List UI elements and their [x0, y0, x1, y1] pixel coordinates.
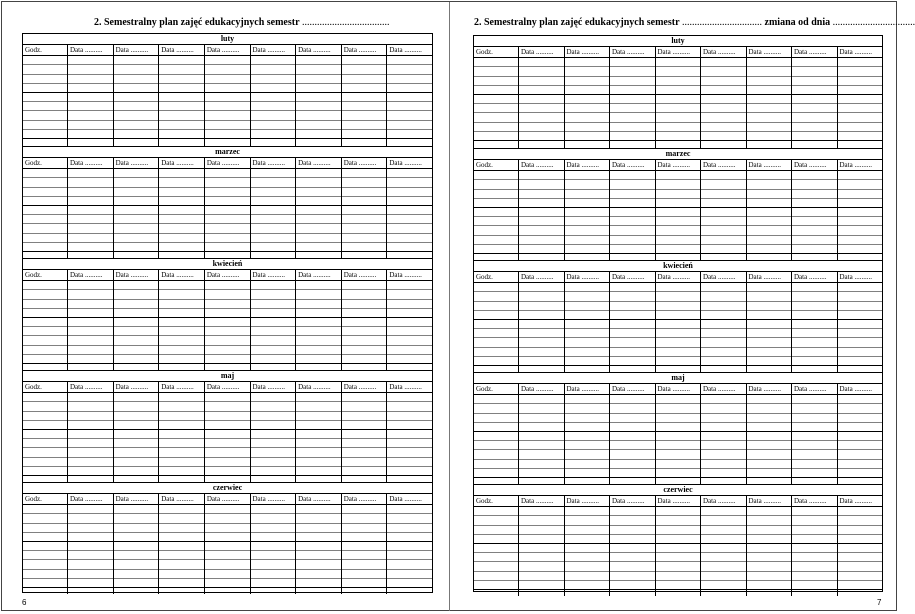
- schedule-rows: [474, 507, 882, 596]
- data-header[interactable]: Data ..........: [609, 496, 655, 506]
- data-cell[interactable]: [837, 283, 883, 372]
- data-cell[interactable]: [113, 393, 159, 482]
- data-header[interactable]: Data ..........: [791, 272, 837, 282]
- schedule-rows: [474, 58, 882, 148]
- data-header[interactable]: Data ..........: [564, 496, 610, 506]
- data-cell[interactable]: [564, 171, 610, 260]
- data-cell[interactable]: [386, 169, 432, 258]
- data-cell[interactable]: [295, 56, 341, 146]
- right-page: [450, 0, 915, 614]
- data-cell[interactable]: [341, 393, 387, 482]
- data-cell[interactable]: [67, 393, 113, 482]
- data-cell[interactable]: [67, 505, 113, 594]
- data-cell[interactable]: [204, 281, 250, 370]
- godz-header: Godz.: [476, 161, 493, 169]
- header-row: [23, 158, 432, 169]
- data-header[interactable]: Data ..........: [113, 158, 159, 168]
- data-header[interactable]: Data ..........: [655, 47, 701, 57]
- month-section: [23, 34, 432, 146]
- data-header[interactable]: Data ..........: [386, 45, 432, 55]
- godz-header: Godz.: [476, 497, 493, 505]
- data-cell[interactable]: [837, 507, 883, 596]
- data-header[interactable]: Data ..........: [295, 45, 341, 55]
- data-cell[interactable]: [655, 171, 701, 260]
- data-header[interactable]: Data ..........: [564, 47, 610, 57]
- header-row: [23, 270, 432, 281]
- data-cell[interactable]: [518, 58, 564, 148]
- data-header[interactable]: Data ..........: [341, 45, 387, 55]
- month-section: [474, 148, 882, 260]
- month-title: czerwiec: [23, 483, 432, 494]
- title-text: 2. Semestralny plan zajęć edukacyjnych semestr: [474, 17, 680, 28]
- data-header[interactable]: Data ..........: [837, 160, 883, 170]
- data-header[interactable]: Data ..........: [746, 384, 792, 394]
- godz-header: Godz.: [476, 385, 493, 393]
- data-cell[interactable]: [837, 395, 883, 484]
- data-cell[interactable]: [746, 507, 792, 596]
- data-header[interactable]: Data ..........: [518, 384, 564, 394]
- data-cell[interactable]: [204, 505, 250, 594]
- data-header[interactable]: Data ..........: [158, 270, 204, 280]
- page-number: 6: [22, 598, 27, 607]
- godz-cell[interactable]: [474, 283, 518, 372]
- data-cell[interactable]: [113, 505, 159, 594]
- data-header[interactable]: Data ..........: [67, 382, 113, 392]
- data-header[interactable]: Data ..........: [518, 272, 564, 282]
- data-cell[interactable]: [609, 283, 655, 372]
- godz-header: Godz.: [476, 48, 493, 56]
- data-header[interactable]: Data ..........: [250, 382, 296, 392]
- title-suffix-dots: .................................: [830, 17, 915, 28]
- data-header[interactable]: Data ..........: [746, 496, 792, 506]
- data-header[interactable]: Data ..........: [700, 496, 746, 506]
- data-cell[interactable]: [700, 507, 746, 596]
- data-cell[interactable]: [67, 56, 113, 146]
- data-cell[interactable]: [655, 58, 701, 148]
- godz-cell[interactable]: [23, 393, 67, 482]
- data-header[interactable]: Data ..........: [700, 160, 746, 170]
- godz-cell[interactable]: [474, 395, 518, 484]
- godz-cell[interactable]: [23, 505, 67, 594]
- data-cell[interactable]: [746, 283, 792, 372]
- data-header[interactable]: Data ..........: [250, 494, 296, 504]
- data-header[interactable]: Data ..........: [158, 158, 204, 168]
- data-cell[interactable]: [700, 283, 746, 372]
- data-cell[interactable]: [386, 505, 432, 594]
- data-cell[interactable]: [700, 58, 746, 148]
- data-header[interactable]: Data ..........: [655, 496, 701, 506]
- data-header[interactable]: Data ..........: [158, 382, 204, 392]
- godz-cell[interactable]: [23, 56, 67, 146]
- header-row: [474, 272, 882, 283]
- title-suffix: zmiana od dnia: [762, 17, 831, 28]
- data-header[interactable]: Data ..........: [791, 160, 837, 170]
- data-header[interactable]: Data ..........: [341, 382, 387, 392]
- schedule-rows: [474, 283, 882, 372]
- data-header[interactable]: Data ..........: [700, 384, 746, 394]
- data-cell[interactable]: [341, 505, 387, 594]
- data-header[interactable]: Data ..........: [204, 270, 250, 280]
- header-row: [474, 160, 882, 171]
- left-page: [0, 0, 449, 614]
- godz-cell[interactable]: [474, 507, 518, 596]
- schedule-grid: [473, 35, 883, 592]
- data-cell[interactable]: [67, 281, 113, 370]
- data-header[interactable]: Data ..........: [250, 45, 296, 55]
- schedule-grid: [22, 33, 433, 593]
- data-cell[interactable]: [837, 58, 883, 148]
- month-title: marzec: [474, 149, 882, 160]
- data-cell[interactable]: [386, 56, 432, 146]
- data-header[interactable]: Data ..........: [609, 47, 655, 57]
- header-row: [474, 384, 882, 395]
- godz-header: Godz.: [25, 159, 42, 167]
- month-title: maj: [23, 371, 432, 382]
- title-dots: ................................: [679, 17, 763, 28]
- godz-header: Godz.: [25, 46, 42, 54]
- godz-header: Godz.: [25, 383, 42, 391]
- data-header[interactable]: Data ..........: [250, 158, 296, 168]
- godz-header: Godz.: [25, 271, 42, 279]
- data-cell[interactable]: [341, 56, 387, 146]
- data-header[interactable]: Data ..........: [518, 496, 564, 506]
- data-cell[interactable]: [564, 58, 610, 148]
- page-title: [94, 17, 390, 28]
- header-row: [23, 45, 432, 56]
- month-section: [474, 372, 882, 484]
- header-row: [474, 47, 882, 58]
- data-cell[interactable]: [655, 395, 701, 484]
- title-dots: ...................................: [299, 17, 390, 28]
- data-header[interactable]: Data ..........: [746, 47, 792, 57]
- data-header[interactable]: Data ..........: [837, 272, 883, 282]
- data-cell[interactable]: [295, 281, 341, 370]
- page-number: 7: [877, 598, 882, 607]
- data-header[interactable]: Data ..........: [341, 494, 387, 504]
- month-section: [23, 482, 432, 594]
- month-section: [23, 146, 432, 258]
- data-cell[interactable]: [655, 283, 701, 372]
- month-title: czerwiec: [474, 485, 882, 496]
- data-cell[interactable]: [609, 58, 655, 148]
- data-header[interactable]: Data ..........: [655, 272, 701, 282]
- data-header[interactable]: Data ..........: [204, 45, 250, 55]
- godz-header: Godz.: [25, 495, 42, 503]
- month-section: [23, 258, 432, 370]
- data-cell[interactable]: [250, 393, 296, 482]
- data-header[interactable]: Data ..........: [386, 158, 432, 168]
- godz-cell[interactable]: [474, 58, 518, 148]
- data-header[interactable]: Data ..........: [295, 382, 341, 392]
- data-header[interactable]: Data ..........: [113, 45, 159, 55]
- data-header[interactable]: Data ..........: [791, 496, 837, 506]
- data-cell[interactable]: [791, 171, 837, 260]
- data-header[interactable]: Data ..........: [700, 47, 746, 57]
- data-cell[interactable]: [250, 281, 296, 370]
- data-cell[interactable]: [791, 58, 837, 148]
- data-cell[interactable]: [113, 281, 159, 370]
- data-cell[interactable]: [341, 281, 387, 370]
- title-text: 2. Semestralny plan zajęć edukacyjnych semestr: [94, 17, 300, 28]
- header-row: [23, 494, 432, 505]
- data-cell[interactable]: [518, 283, 564, 372]
- data-header[interactable]: Data ..........: [609, 160, 655, 170]
- data-cell[interactable]: [386, 393, 432, 482]
- data-header[interactable]: Data ..........: [341, 270, 387, 280]
- data-header[interactable]: Data ..........: [609, 384, 655, 394]
- data-cell[interactable]: [746, 58, 792, 148]
- data-cell[interactable]: [791, 395, 837, 484]
- data-header[interactable]: Data ..........: [837, 496, 883, 506]
- data-cell[interactable]: [791, 507, 837, 596]
- data-header[interactable]: Data ..........: [791, 384, 837, 394]
- month-section: [23, 370, 432, 482]
- data-cell[interactable]: [564, 395, 610, 484]
- data-header[interactable]: Data ..........: [518, 47, 564, 57]
- data-header[interactable]: Data ..........: [700, 272, 746, 282]
- data-cell[interactable]: [295, 505, 341, 594]
- data-header[interactable]: Data ..........: [386, 494, 432, 504]
- schedule-rows: [23, 505, 432, 594]
- data-header[interactable]: Data ..........: [67, 158, 113, 168]
- data-cell[interactable]: [113, 169, 159, 258]
- data-cell[interactable]: [295, 393, 341, 482]
- schedule-rows: [23, 56, 432, 146]
- data-cell[interactable]: [295, 169, 341, 258]
- data-cell[interactable]: [655, 507, 701, 596]
- data-cell[interactable]: [609, 171, 655, 260]
- data-cell[interactable]: [204, 393, 250, 482]
- data-cell[interactable]: [204, 56, 250, 146]
- schedule-rows: [23, 169, 432, 258]
- data-header[interactable]: Data ..........: [386, 270, 432, 280]
- data-header[interactable]: Data ..........: [837, 384, 883, 394]
- data-header[interactable]: Data ..........: [204, 158, 250, 168]
- data-header[interactable]: Data ..........: [564, 160, 610, 170]
- schedule-rows: [23, 393, 432, 482]
- godz-header: Godz.: [476, 273, 493, 281]
- data-header[interactable]: Data ..........: [250, 270, 296, 280]
- data-cell[interactable]: [564, 507, 610, 596]
- data-header[interactable]: Data ..........: [204, 494, 250, 504]
- data-cell[interactable]: [250, 56, 296, 146]
- data-header[interactable]: Data ..........: [518, 160, 564, 170]
- data-header[interactable]: Data ..........: [655, 384, 701, 394]
- header-row: [23, 382, 432, 393]
- schedule-rows: [474, 171, 882, 260]
- data-cell[interactable]: [746, 395, 792, 484]
- data-header[interactable]: Data ..........: [791, 47, 837, 57]
- data-header[interactable]: Data ..........: [113, 382, 159, 392]
- data-cell[interactable]: [746, 171, 792, 260]
- header-row: [474, 496, 882, 507]
- month-section: [474, 260, 882, 372]
- data-header[interactable]: Data ..........: [158, 494, 204, 504]
- data-header[interactable]: Data ..........: [837, 47, 883, 57]
- data-cell[interactable]: [158, 505, 204, 594]
- data-header[interactable]: Data ..........: [386, 382, 432, 392]
- month-title: kwiecień: [23, 259, 432, 270]
- data-header[interactable]: Data ..........: [295, 494, 341, 504]
- data-cell[interactable]: [67, 169, 113, 258]
- data-header[interactable]: Data ..........: [655, 160, 701, 170]
- schedule-rows: [474, 395, 882, 484]
- data-cell[interactable]: [250, 169, 296, 258]
- data-cell[interactable]: [609, 395, 655, 484]
- data-header[interactable]: Data ..........: [295, 270, 341, 280]
- data-cell[interactable]: [386, 281, 432, 370]
- data-cell[interactable]: [518, 507, 564, 596]
- month-title: marzec: [23, 147, 432, 158]
- month-title: luty: [23, 34, 432, 45]
- data-cell[interactable]: [518, 171, 564, 260]
- data-header[interactable]: Data ..........: [564, 384, 610, 394]
- data-header[interactable]: Data ..........: [341, 158, 387, 168]
- data-header[interactable]: Data ..........: [67, 45, 113, 55]
- data-header[interactable]: Data ..........: [113, 270, 159, 280]
- month-title: luty: [474, 36, 882, 47]
- data-header[interactable]: Data ..........: [295, 158, 341, 168]
- data-header[interactable]: Data ..........: [564, 272, 610, 282]
- data-header[interactable]: Data ..........: [158, 45, 204, 55]
- schedule-rows: [23, 281, 432, 370]
- data-header[interactable]: Data ..........: [609, 272, 655, 282]
- month-section: [474, 484, 882, 596]
- data-cell[interactable]: [250, 505, 296, 594]
- page-title: [474, 17, 915, 28]
- data-header[interactable]: Data ..........: [113, 494, 159, 504]
- data-cell[interactable]: [158, 281, 204, 370]
- data-cell[interactable]: [700, 395, 746, 484]
- month-title: kwiecień: [474, 261, 882, 272]
- data-cell[interactable]: [158, 56, 204, 146]
- godz-cell[interactable]: [474, 171, 518, 260]
- data-cell[interactable]: [518, 395, 564, 484]
- month-section: [474, 36, 882, 148]
- data-header[interactable]: Data ..........: [67, 494, 113, 504]
- data-cell[interactable]: [341, 169, 387, 258]
- data-cell[interactable]: [158, 393, 204, 482]
- data-cell[interactable]: [564, 283, 610, 372]
- data-cell[interactable]: [791, 283, 837, 372]
- data-cell[interactable]: [837, 171, 883, 260]
- godz-cell[interactable]: [23, 281, 67, 370]
- data-header[interactable]: Data ..........: [67, 270, 113, 280]
- data-cell[interactable]: [609, 507, 655, 596]
- data-cell[interactable]: [204, 169, 250, 258]
- month-title: maj: [474, 373, 882, 384]
- data-cell[interactable]: [113, 56, 159, 146]
- data-cell[interactable]: [158, 169, 204, 258]
- data-header[interactable]: Data ..........: [746, 160, 792, 170]
- data-header[interactable]: Data ..........: [204, 382, 250, 392]
- data-header[interactable]: Data ..........: [746, 272, 792, 282]
- data-cell[interactable]: [700, 171, 746, 260]
- godz-cell[interactable]: [23, 169, 67, 258]
